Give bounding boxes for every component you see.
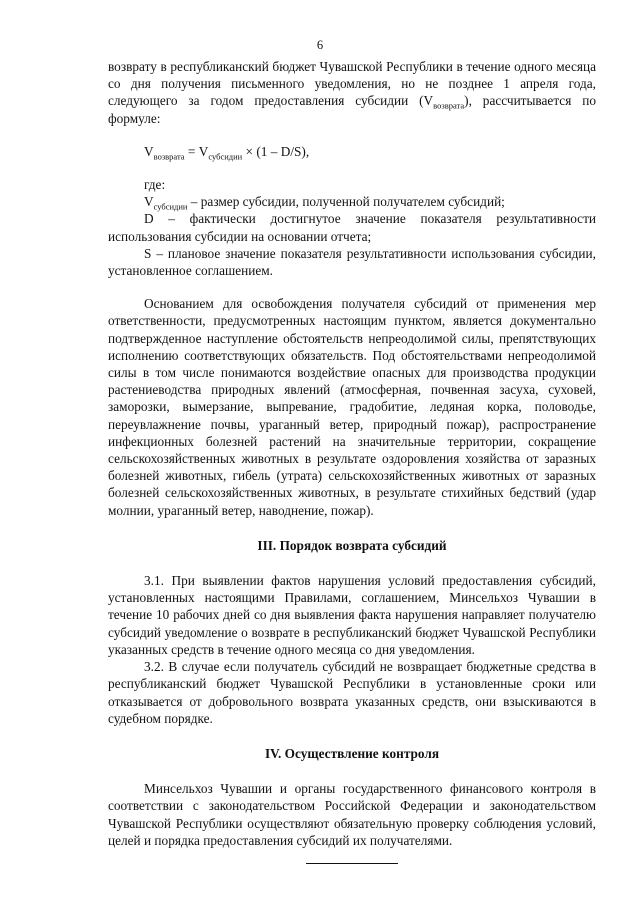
definition-v-subsidy: $V_{субсидии}$ – размер субсидии, полученной получателем субсидий;	[144, 194, 505, 212]
paragraph-gap	[108, 279, 596, 295]
page-content	[108, 58, 596, 864]
page-number: 6	[316, 38, 324, 52]
intro-paragraph: возврату в республиканский бюджет Чувашской Республики в течение одного месяца со дня получения письменного уведомления, но не позднее 1 апреля года, следующего за годом предоставления субсидии $(V_{возврата})$, рассчитывается по формуле:	[108, 59, 596, 126]
where-label: где:	[144, 177, 166, 193]
force-majeure-paragraph: Основанием для освобождения получателя субсидий от применения мер ответственности, предусмотренных настоящим пунктом, является документально подтвержденное наступление обстоятельств непреодолимой силы, препятствующих исполнению соответствующих обязательств. Под обстоятельствами непреодолимой силы в том числе понимаются воздействие опасных для производства продукции растениеводства природных явлений (атмосферная, почвенная засуха, суховей, заморозки, вымерзание, выпревание, градобитие, ледяная корка, половодье, переувлажнение почвы, ураганный ветер, природный пожар), распространение инфекционных болезней растений на значительные территории, сокращение сельскохозяйственных животных в результате оздоровления хозяйства от заразных болезней животных, гибель (утрата) сельскохозяйственных животных от заразных болезней сельскохозяйственных животных, в результате стихийных бедствий (удар молнии, ураганный ветер, наводнение, пожар).	[108, 296, 596, 518]
section-3-heading: III. Порядок возврата субсидий	[257, 537, 447, 553]
subscript: субсидии	[153, 201, 188, 212]
subscript: возврата	[433, 101, 465, 112]
section-4-heading: IV. Осуществление контроля	[264, 745, 440, 761]
definition-s: S – плановое значение показателя результативности использования субсидии, установленное соглашением.	[108, 245, 596, 279]
subscript: возврата	[153, 151, 185, 162]
section-4-paragraph-1: Минсельхоз Чувашии и органы государственного финансового контроля в соответствии с законодательством Российской Федерации и законодательством Чувашской Республики осуществляют обязательную проверку соблюдения условий, целей и порядка предоставления субсидий их получателями.	[108, 781, 596, 848]
section-3-paragraph-1: 3.1. При выявлении фактов нарушения условий предоставления субсидий, установленных настоящими Правилами, соглашением, Минсельхоз Чувашии в течение 10 рабочих дней со дня выявления факта нарушения направляет получателю субсидий уведомление о возврате в республиканский бюджет Чувашской Республики указанных средств в течение одного месяца со дня уведомления.	[108, 573, 596, 657]
end-rule	[306, 863, 398, 864]
refund-formula: $V_{возврата} = V_{субсидии} \times (1 - D/S)$,	[144, 143, 310, 162]
section-3-paragraph-2: 3.2. В случае если получатель субсидий не возвращает бюджетные средства в республиканский бюджет Чувашской Республики в установленные сроки или отказывается от добровольного возврата указанных средств, они взыскиваются в судебном порядке.	[108, 659, 596, 726]
definition-d: D – фактически достигнутое значение показателя результативности использования субсидии на основании отчета;	[108, 211, 596, 244]
subscript: субсидии	[208, 151, 243, 162]
